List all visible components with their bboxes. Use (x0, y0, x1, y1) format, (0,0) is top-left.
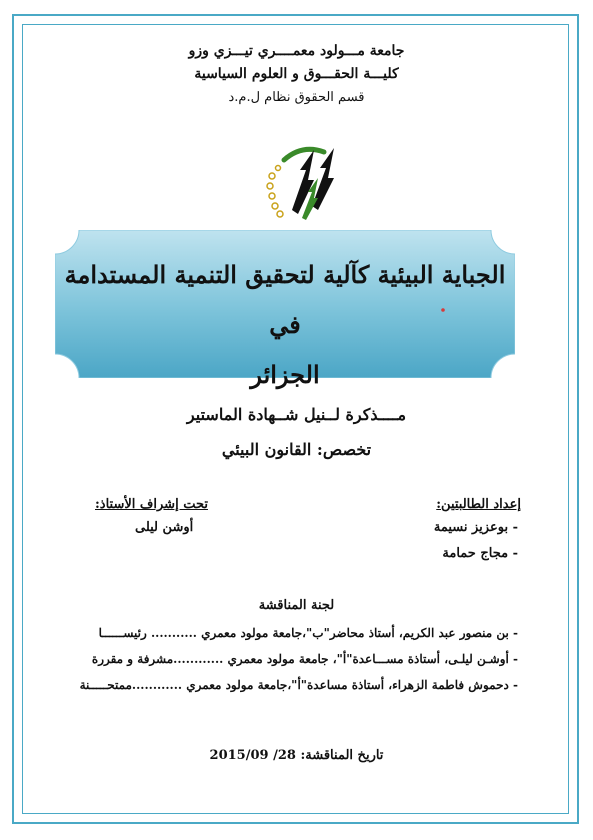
supervisor-name: أوشن ليلى (135, 520, 194, 535)
university-logo (262, 140, 352, 222)
thesis-title-line-2: الجزائر (250, 360, 320, 389)
committee-member: - بن منصور عبد الكريم، أستاذ محاضر"ب"،جامعة مولود معمري ........... رئيســــــا (98, 626, 518, 640)
specialty-line: تخصص: القانون البيئي (221, 440, 372, 459)
students-label: إعداد الطالبتين: (436, 497, 521, 512)
faculty-name: كليـــة الحقـــوق و العلوم السياسية (194, 66, 399, 82)
committee-member: - دحموش فاطمة الزهراء، أستاذة مساعدة"أ"،جامعة مولود معمري ............ممتحـــــنة (79, 678, 518, 692)
committee-member: - أوشـن ليلـى، أستاذة مســـاعدة"أ"، جامعة مولود معمري ............مشرفة و مقررة (91, 652, 518, 666)
degree-line: مــــذكرة لــنيل شــهادة الماستير (186, 405, 407, 424)
committee-title: لجنة المناقشة (258, 598, 335, 613)
thesis-title-line-1: الجباية البيئية كآلية لتحقيق التنمية المستدامة في (64, 260, 506, 339)
department-name: قسم الحقوق نظام ل.م.د (228, 90, 365, 105)
thesis-title (62, 250, 508, 400)
defense-date: تاريخ المناقشة: 28/ 2015/09 (209, 748, 384, 763)
student-name: - مجاج حمامة (442, 546, 518, 561)
university-name: جامعة مـــولود معمــــري تيـــزي وزو (188, 43, 405, 59)
supervisor-label: تحت إشراف الأستاذ: (95, 497, 208, 512)
student-name: - بوعزيز نسيمة (433, 520, 518, 535)
header (0, 40, 593, 109)
